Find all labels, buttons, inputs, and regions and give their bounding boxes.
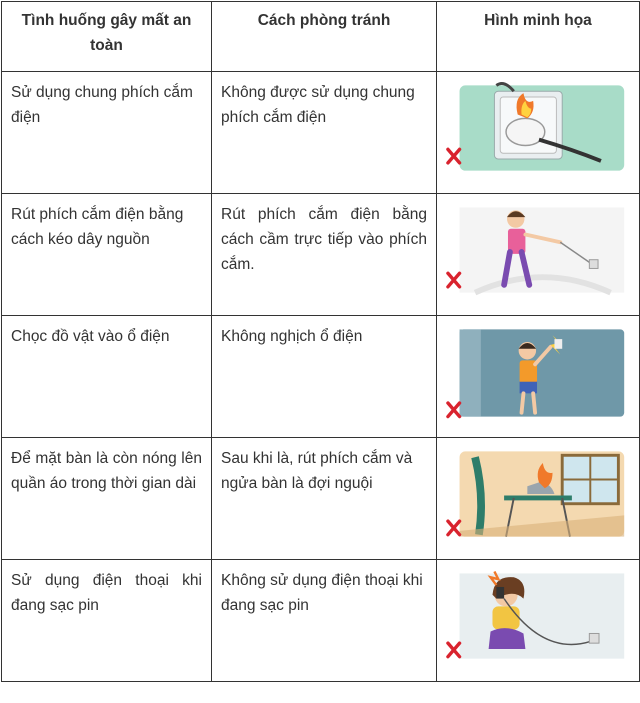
overloaded-socket-fire-icon — [446, 80, 630, 178]
header-illustration: Hình minh họa — [437, 2, 640, 72]
prevention-cell: Rút phích cắm điện bằng cách cầm trực tiếp vào phích cắm. — [212, 194, 437, 316]
situation-cell: Chọc đồ vật vào ổ điện — [2, 316, 212, 438]
situation-cell: Sử dụng điện thoại khi đang sạc pin — [2, 560, 212, 682]
illustration-cell — [437, 438, 640, 560]
illustration-cell — [437, 194, 640, 316]
table-row — [2, 560, 640, 682]
table-row — [2, 194, 640, 316]
prevention-cell: Không nghịch ổ điện — [212, 316, 437, 438]
situation-cell: Rút phích cắm điện bằng cách kéo dây nguồn — [2, 194, 212, 316]
table-row — [2, 438, 640, 560]
header-prevention: Cách phòng tránh — [212, 2, 437, 72]
situation-cell: Để mặt bàn là còn nóng lên quần áo trong thời gian dài — [2, 438, 212, 560]
table-header-row — [2, 2, 640, 72]
girl-pulling-cord-icon — [446, 202, 630, 300]
situation-cell: Sử dụng chung phích cắm điện — [2, 72, 212, 194]
prevention-cell: Không được sử dụng chung phích cắm điện — [212, 72, 437, 194]
table-row — [2, 316, 640, 438]
hot-iron-on-clothes-icon — [446, 446, 630, 544]
prevention-cell: Sau khi là, rút phích cắm và ngửa bàn là đợi nguội — [212, 438, 437, 560]
illustration-cell — [437, 316, 640, 438]
illustration-cell — [437, 560, 640, 682]
girl-using-charging-phone-icon — [446, 568, 630, 666]
table-row — [2, 72, 640, 194]
illustration-cell — [437, 72, 640, 194]
header-situation: Tình huống gây mất an toàn — [2, 2, 212, 72]
safety-table — [1, 1, 640, 682]
prevention-cell: Không sử dụng điện thoại khi đang sạc pin — [212, 560, 437, 682]
boy-poking-socket-icon — [446, 324, 630, 422]
